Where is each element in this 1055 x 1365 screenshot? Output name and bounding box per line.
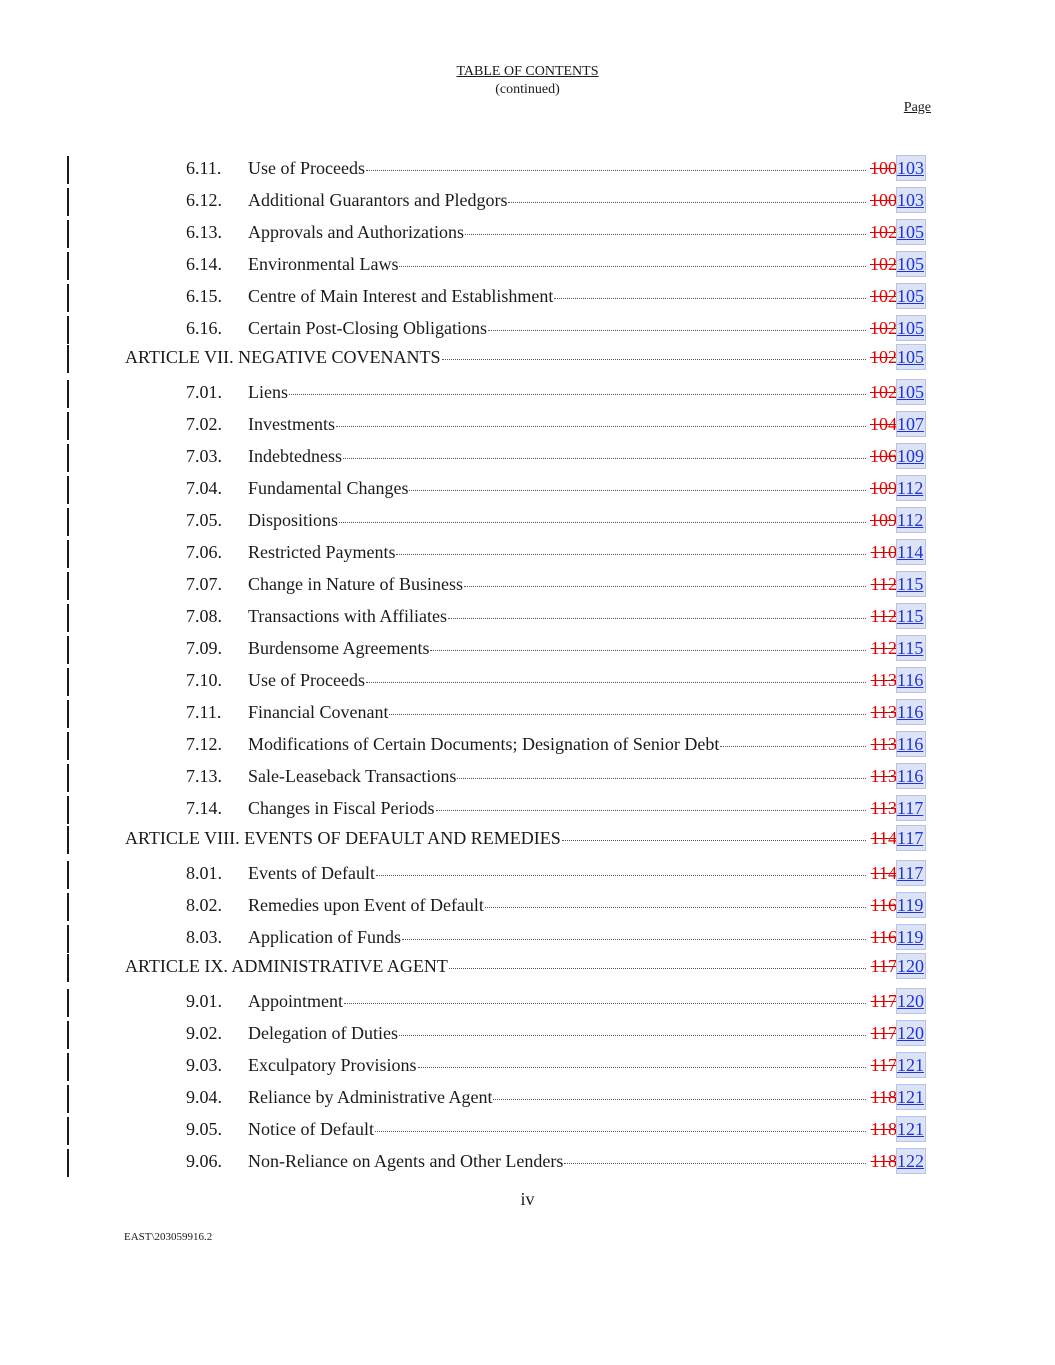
section-number: 7.11. bbox=[186, 702, 222, 722]
toc-entry-title-group bbox=[248, 476, 867, 500]
section-number: 6.13. bbox=[186, 222, 222, 242]
revision-change-bar bbox=[67, 1021, 69, 1049]
revision-change-bar bbox=[67, 540, 69, 568]
revision-change-bar bbox=[67, 572, 69, 600]
toc-entry-title-group bbox=[248, 444, 867, 468]
dot-leader bbox=[389, 714, 866, 715]
section-number: 9.03. bbox=[186, 1055, 222, 1075]
section-title: Non-Reliance on Agents and Other Lenders bbox=[248, 1151, 564, 1171]
toc-section-row[interactable] bbox=[0, 989, 1055, 1013]
revision-change-bar bbox=[67, 1085, 69, 1113]
dot-leader bbox=[430, 650, 866, 651]
section-number: 6.12. bbox=[186, 190, 222, 210]
toc-section-row[interactable] bbox=[0, 796, 1055, 820]
toc-section-row[interactable] bbox=[0, 893, 1055, 917]
revision-change-bar bbox=[67, 412, 69, 440]
dot-leader bbox=[366, 170, 866, 171]
section-number: 7.10. bbox=[186, 670, 222, 690]
section-number: 9.01. bbox=[186, 991, 222, 1011]
deleted-page-number: 117 bbox=[870, 991, 897, 1011]
section-number: 8.01. bbox=[186, 863, 222, 883]
inserted-page-number-link[interactable]: 117 bbox=[897, 798, 924, 818]
toc-entry-title-group bbox=[248, 1149, 867, 1173]
toc-entry-title-group bbox=[125, 826, 867, 850]
revision-change-bar bbox=[67, 1117, 69, 1145]
section-title: Liens bbox=[248, 382, 288, 402]
inserted-page-number-link[interactable]: 105 bbox=[897, 222, 924, 242]
toc-entry-title-group bbox=[248, 316, 867, 340]
inserted-page-number-link[interactable]: 119 bbox=[897, 927, 924, 947]
revision-change-bar bbox=[67, 764, 69, 792]
dot-leader bbox=[457, 778, 866, 779]
inserted-page-number-link[interactable]: 116 bbox=[897, 670, 924, 690]
section-number: 7.03. bbox=[186, 446, 222, 466]
inserted-page-number-link[interactable]: 105 bbox=[897, 347, 924, 367]
dot-leader bbox=[554, 298, 866, 299]
toc-entry-title-group bbox=[248, 796, 867, 820]
section-number: 9.05. bbox=[186, 1119, 222, 1139]
dot-leader bbox=[343, 458, 866, 459]
dot-leader bbox=[399, 266, 866, 267]
toc-entry-title-group bbox=[248, 412, 867, 436]
toc-entry-title-group bbox=[248, 508, 867, 532]
inserted-page-number-link[interactable]: 112 bbox=[897, 510, 924, 530]
toc-section-row[interactable] bbox=[0, 476, 1055, 500]
toc-entry-title-group bbox=[248, 1021, 867, 1045]
revision-change-bar bbox=[67, 345, 69, 373]
inserted-page-number-link[interactable]: 105 bbox=[897, 382, 924, 402]
section-title: Investments bbox=[248, 414, 335, 434]
toc-section-row[interactable] bbox=[0, 316, 1055, 340]
inserted-page-number-link[interactable]: 119 bbox=[897, 895, 924, 915]
revision-change-bar bbox=[67, 284, 69, 312]
section-number: 7.14. bbox=[186, 798, 222, 818]
toc-entry-title-group bbox=[248, 156, 867, 180]
revision-change-bar bbox=[67, 220, 69, 248]
toc-entry-title-group bbox=[248, 925, 867, 949]
inserted-page-number-link[interactable]: 121 bbox=[897, 1055, 924, 1075]
deleted-page-number: 100 bbox=[870, 158, 897, 178]
deleted-page-number: 100 bbox=[870, 190, 897, 210]
dot-leader bbox=[720, 746, 866, 747]
toc-entry-title-group bbox=[248, 989, 867, 1013]
section-title: Fundamental Changes bbox=[248, 478, 409, 498]
toc-section-row[interactable] bbox=[0, 540, 1055, 564]
toc-article-row[interactable] bbox=[0, 954, 1055, 978]
dot-leader bbox=[436, 810, 867, 811]
deleted-page-number: 118 bbox=[870, 1087, 897, 1107]
toc-entry-title-group bbox=[248, 220, 867, 244]
revision-change-bar bbox=[67, 893, 69, 921]
toc-section-row[interactable] bbox=[0, 284, 1055, 308]
inserted-page-number-link[interactable]: 115 bbox=[897, 638, 924, 658]
revision-change-bar bbox=[67, 380, 69, 408]
revision-change-bar bbox=[67, 188, 69, 216]
toc-section-row[interactable] bbox=[0, 156, 1055, 180]
deleted-page-number: 114 bbox=[870, 863, 897, 883]
section-number: 8.02. bbox=[186, 895, 222, 915]
toc-section-row[interactable] bbox=[0, 1117, 1055, 1141]
inserted-page-number-link[interactable]: 105 bbox=[897, 254, 924, 274]
toc-section-row[interactable] bbox=[0, 925, 1055, 949]
section-number: 8.03. bbox=[186, 927, 222, 947]
revision-change-bar bbox=[67, 156, 69, 184]
revision-change-bar bbox=[67, 1053, 69, 1081]
inserted-page-number-link[interactable]: 121 bbox=[897, 1119, 924, 1139]
inserted-page-number-link[interactable]: 116 bbox=[897, 734, 924, 754]
section-title: Sale-Leaseback Transactions bbox=[248, 766, 457, 786]
inserted-page-number-link[interactable]: 115 bbox=[897, 574, 924, 594]
inserted-page-number-link[interactable]: 105 bbox=[897, 318, 924, 338]
toc-entry-title-group bbox=[248, 380, 867, 404]
toc-entry-title-group bbox=[248, 284, 867, 308]
section-number: 6.14. bbox=[186, 254, 222, 274]
toc-entry-title-group bbox=[248, 1053, 867, 1077]
toc-section-row[interactable] bbox=[0, 1149, 1055, 1173]
section-title: Financial Covenant bbox=[248, 702, 389, 722]
dot-leader bbox=[448, 618, 866, 619]
toc-section-row[interactable] bbox=[0, 1021, 1055, 1045]
section-number: 6.11. bbox=[186, 158, 222, 178]
section-title: Remedies upon Event of Default bbox=[248, 895, 484, 915]
section-number: 9.04. bbox=[186, 1087, 222, 1107]
section-title: Additional Guarantors and Pledgors bbox=[248, 190, 508, 210]
section-title: Restricted Payments bbox=[248, 542, 396, 562]
revision-change-bar bbox=[67, 444, 69, 472]
section-number: 7.07. bbox=[186, 574, 222, 594]
section-number: 7.02. bbox=[186, 414, 222, 434]
dot-leader bbox=[399, 1035, 866, 1036]
deleted-page-number: 112 bbox=[870, 638, 897, 658]
dot-leader bbox=[289, 394, 866, 395]
section-title: Centre of Main Interest and Establishment bbox=[248, 286, 554, 306]
dot-leader bbox=[442, 359, 866, 360]
deleted-page-number: 113 bbox=[870, 798, 897, 818]
deleted-page-number: 104 bbox=[870, 414, 897, 434]
deleted-page-number: 109 bbox=[870, 510, 897, 530]
section-title: Burdensome Agreements bbox=[248, 638, 430, 658]
revision-change-bar bbox=[67, 989, 69, 1017]
toc-section-row[interactable] bbox=[0, 412, 1055, 436]
toc-entry-title-group bbox=[248, 732, 867, 756]
revision-change-bar bbox=[67, 252, 69, 280]
section-title: Dispositions bbox=[248, 510, 339, 530]
deleted-page-number: 102 bbox=[870, 382, 897, 402]
section-title: Indebtedness bbox=[248, 446, 342, 466]
toc-section-row[interactable] bbox=[0, 604, 1055, 628]
deleted-page-number: 102 bbox=[870, 318, 897, 338]
article-title: ARTICLE VIII. EVENTS OF DEFAULT AND REMEDIES bbox=[125, 828, 561, 848]
dot-leader bbox=[488, 330, 866, 331]
dot-leader bbox=[366, 682, 866, 683]
section-number: 7.09. bbox=[186, 638, 222, 658]
toc-section-row[interactable] bbox=[0, 188, 1055, 212]
dot-leader bbox=[465, 234, 866, 235]
inserted-page-number-link[interactable]: 112 bbox=[897, 478, 924, 498]
dot-leader bbox=[485, 907, 866, 908]
section-number: 7.12. bbox=[186, 734, 222, 754]
deleted-page-number: 102 bbox=[870, 286, 897, 306]
revision-change-bar bbox=[67, 476, 69, 504]
deleted-page-number: 112 bbox=[870, 574, 897, 594]
inserted-page-number-link[interactable]: 116 bbox=[897, 702, 924, 722]
toc-section-row[interactable] bbox=[0, 861, 1055, 885]
toc-entry-title-group bbox=[125, 345, 867, 369]
toc-entry-title-group bbox=[125, 954, 867, 978]
section-number: 9.06. bbox=[186, 1151, 222, 1171]
revision-change-bar bbox=[67, 316, 69, 344]
toc-section-row[interactable] bbox=[0, 1085, 1055, 1109]
section-number: 7.08. bbox=[186, 606, 222, 626]
revision-change-bar bbox=[67, 508, 69, 536]
section-title: Events of Default bbox=[248, 863, 375, 883]
toc-section-row[interactable] bbox=[0, 220, 1055, 244]
section-number: 7.13. bbox=[186, 766, 222, 786]
inserted-page-number-link[interactable]: 103 bbox=[897, 190, 924, 210]
deleted-page-number: 117 bbox=[870, 1055, 897, 1075]
deleted-page-number: 109 bbox=[870, 478, 897, 498]
inserted-page-number-link[interactable]: 103 bbox=[897, 158, 924, 178]
section-title: Change in Nature of Business bbox=[248, 574, 463, 594]
toc-section-row[interactable] bbox=[0, 764, 1055, 788]
inserted-page-number-link[interactable]: 121 bbox=[897, 1087, 924, 1107]
deleted-page-number: 110 bbox=[870, 542, 897, 562]
revision-change-bar bbox=[67, 925, 69, 953]
dot-leader bbox=[564, 1163, 866, 1164]
section-title: Changes in Fiscal Periods bbox=[248, 798, 435, 818]
toc-header-subtitle: (continued) bbox=[495, 82, 560, 97]
deleted-page-number: 117 bbox=[870, 956, 897, 976]
toc-entry-title-group bbox=[248, 188, 867, 212]
section-number: 7.06. bbox=[186, 542, 222, 562]
dot-leader bbox=[402, 939, 866, 940]
section-title: Environmental Laws bbox=[248, 254, 399, 274]
toc-entry-title-group bbox=[248, 764, 867, 788]
section-number: 7.01. bbox=[186, 382, 222, 402]
deleted-page-number: 113 bbox=[870, 702, 897, 722]
dot-leader bbox=[449, 968, 866, 969]
revision-change-bar bbox=[67, 796, 69, 824]
toc-entry-title-group bbox=[248, 861, 867, 885]
section-title: Delegation of Duties bbox=[248, 1023, 398, 1043]
toc-entry-title-group bbox=[248, 700, 867, 724]
inserted-page-number-link[interactable]: 116 bbox=[897, 766, 924, 786]
toc-section-row[interactable] bbox=[0, 700, 1055, 724]
dot-leader bbox=[344, 1003, 866, 1004]
deleted-page-number: 112 bbox=[870, 606, 897, 626]
toc-entry-title-group bbox=[248, 572, 867, 596]
dot-leader bbox=[336, 426, 866, 427]
deleted-page-number: 117 bbox=[870, 1023, 897, 1043]
section-title: Use of Proceeds bbox=[248, 158, 365, 178]
document-id: EAST\203059916.2 bbox=[124, 1231, 213, 1243]
toc-section-row[interactable] bbox=[0, 444, 1055, 468]
inserted-page-number-link[interactable]: 109 bbox=[897, 446, 924, 466]
section-title: Approvals and Authorizations bbox=[248, 222, 464, 242]
footer-page-number: iv bbox=[520, 1189, 535, 1209]
revision-change-bar bbox=[67, 1149, 69, 1177]
inserted-page-number-link[interactable]: 117 bbox=[897, 828, 924, 848]
section-title: Transactions with Affiliates bbox=[248, 606, 447, 626]
section-number: 7.05. bbox=[186, 510, 222, 530]
toc-section-row[interactable] bbox=[0, 732, 1055, 756]
dot-leader bbox=[375, 1131, 866, 1132]
dot-leader bbox=[418, 1067, 867, 1068]
section-title: Reliance by Administrative Agent bbox=[248, 1087, 493, 1107]
toc-section-row[interactable] bbox=[0, 636, 1055, 660]
inserted-page-number-link[interactable]: 117 bbox=[897, 863, 924, 883]
deleted-page-number: 102 bbox=[870, 347, 897, 367]
inserted-page-number-link[interactable]: 114 bbox=[897, 542, 924, 562]
revision-change-bar bbox=[67, 700, 69, 728]
toc-header-title: TABLE OF CONTENTS bbox=[456, 64, 599, 79]
toc-entry-title-group bbox=[248, 540, 867, 564]
deleted-page-number: 114 bbox=[870, 828, 897, 848]
revision-change-bar bbox=[67, 732, 69, 760]
dot-leader bbox=[464, 586, 866, 587]
section-number: 9.02. bbox=[186, 1023, 222, 1043]
toc-entry-title-group bbox=[248, 636, 867, 660]
section-title: Use of Proceeds bbox=[248, 670, 365, 690]
toc-entry-title-group bbox=[248, 1117, 867, 1141]
toc-section-row[interactable] bbox=[0, 380, 1055, 404]
section-title: Appointment bbox=[248, 991, 343, 1011]
page-column-label: Page bbox=[903, 100, 931, 115]
deleted-page-number: 113 bbox=[870, 670, 897, 690]
inserted-page-number-link[interactable]: 107 bbox=[897, 414, 924, 434]
deleted-page-number: 102 bbox=[870, 222, 897, 242]
toc-section-row[interactable] bbox=[0, 508, 1055, 532]
dot-leader bbox=[493, 1099, 866, 1100]
section-number: 6.16. bbox=[186, 318, 222, 338]
article-title: ARTICLE IX. ADMINISTRATIVE AGENT bbox=[125, 956, 448, 976]
article-title: ARTICLE VII. NEGATIVE COVENANTS bbox=[125, 347, 441, 367]
dot-leader bbox=[376, 875, 866, 876]
toc-section-row[interactable] bbox=[0, 668, 1055, 692]
section-title: Notice of Default bbox=[248, 1119, 374, 1139]
inserted-page-number-link[interactable]: 115 bbox=[897, 606, 924, 626]
dot-leader bbox=[409, 490, 866, 491]
deleted-page-number: 116 bbox=[870, 927, 897, 947]
revision-change-bar bbox=[67, 954, 69, 982]
deleted-page-number: 118 bbox=[870, 1119, 897, 1139]
dot-leader bbox=[396, 554, 866, 555]
toc-entry-title-group bbox=[248, 1085, 867, 1109]
revision-change-bar bbox=[67, 826, 69, 854]
revision-change-bar bbox=[67, 604, 69, 632]
toc-section-row[interactable] bbox=[0, 252, 1055, 276]
section-title: Certain Post-Closing Obligations bbox=[248, 318, 488, 338]
section-title: Exculpatory Provisions bbox=[248, 1055, 417, 1075]
deleted-page-number: 113 bbox=[870, 734, 897, 754]
dot-leader bbox=[339, 522, 866, 523]
toc-entry-title-group bbox=[248, 604, 867, 628]
deleted-page-number: 102 bbox=[870, 254, 897, 274]
toc-article-row[interactable] bbox=[0, 826, 1055, 850]
section-number: 7.04. bbox=[186, 478, 222, 498]
inserted-page-number-link[interactable]: 120 bbox=[897, 991, 924, 1011]
section-title: Modifications of Certain Documents; Designation of Senior Debt bbox=[248, 734, 720, 754]
dot-leader bbox=[562, 840, 866, 841]
toc-entry-title-group bbox=[248, 893, 867, 917]
deleted-page-number: 116 bbox=[870, 895, 897, 915]
dot-leader bbox=[508, 202, 866, 203]
deleted-page-number: 106 bbox=[870, 446, 897, 466]
section-title: Application of Funds bbox=[248, 927, 401, 947]
revision-change-bar bbox=[67, 861, 69, 889]
section-number: 6.15. bbox=[186, 286, 222, 306]
toc-section-row[interactable] bbox=[0, 1053, 1055, 1077]
inserted-page-number-link[interactable]: 120 bbox=[897, 1023, 924, 1043]
toc-article-row[interactable] bbox=[0, 345, 1055, 369]
revision-change-bar bbox=[67, 668, 69, 696]
toc-section-row[interactable] bbox=[0, 572, 1055, 596]
deleted-page-number: 118 bbox=[870, 1151, 897, 1171]
deleted-page-number: 113 bbox=[870, 766, 897, 786]
toc-entry-title-group bbox=[248, 668, 867, 692]
inserted-page-number-link[interactable]: 122 bbox=[897, 1151, 924, 1171]
revision-change-bar bbox=[67, 636, 69, 664]
inserted-page-number-link[interactable]: 105 bbox=[897, 286, 924, 306]
inserted-page-number-link[interactable]: 120 bbox=[897, 956, 924, 976]
toc-entry-title-group bbox=[248, 252, 867, 276]
